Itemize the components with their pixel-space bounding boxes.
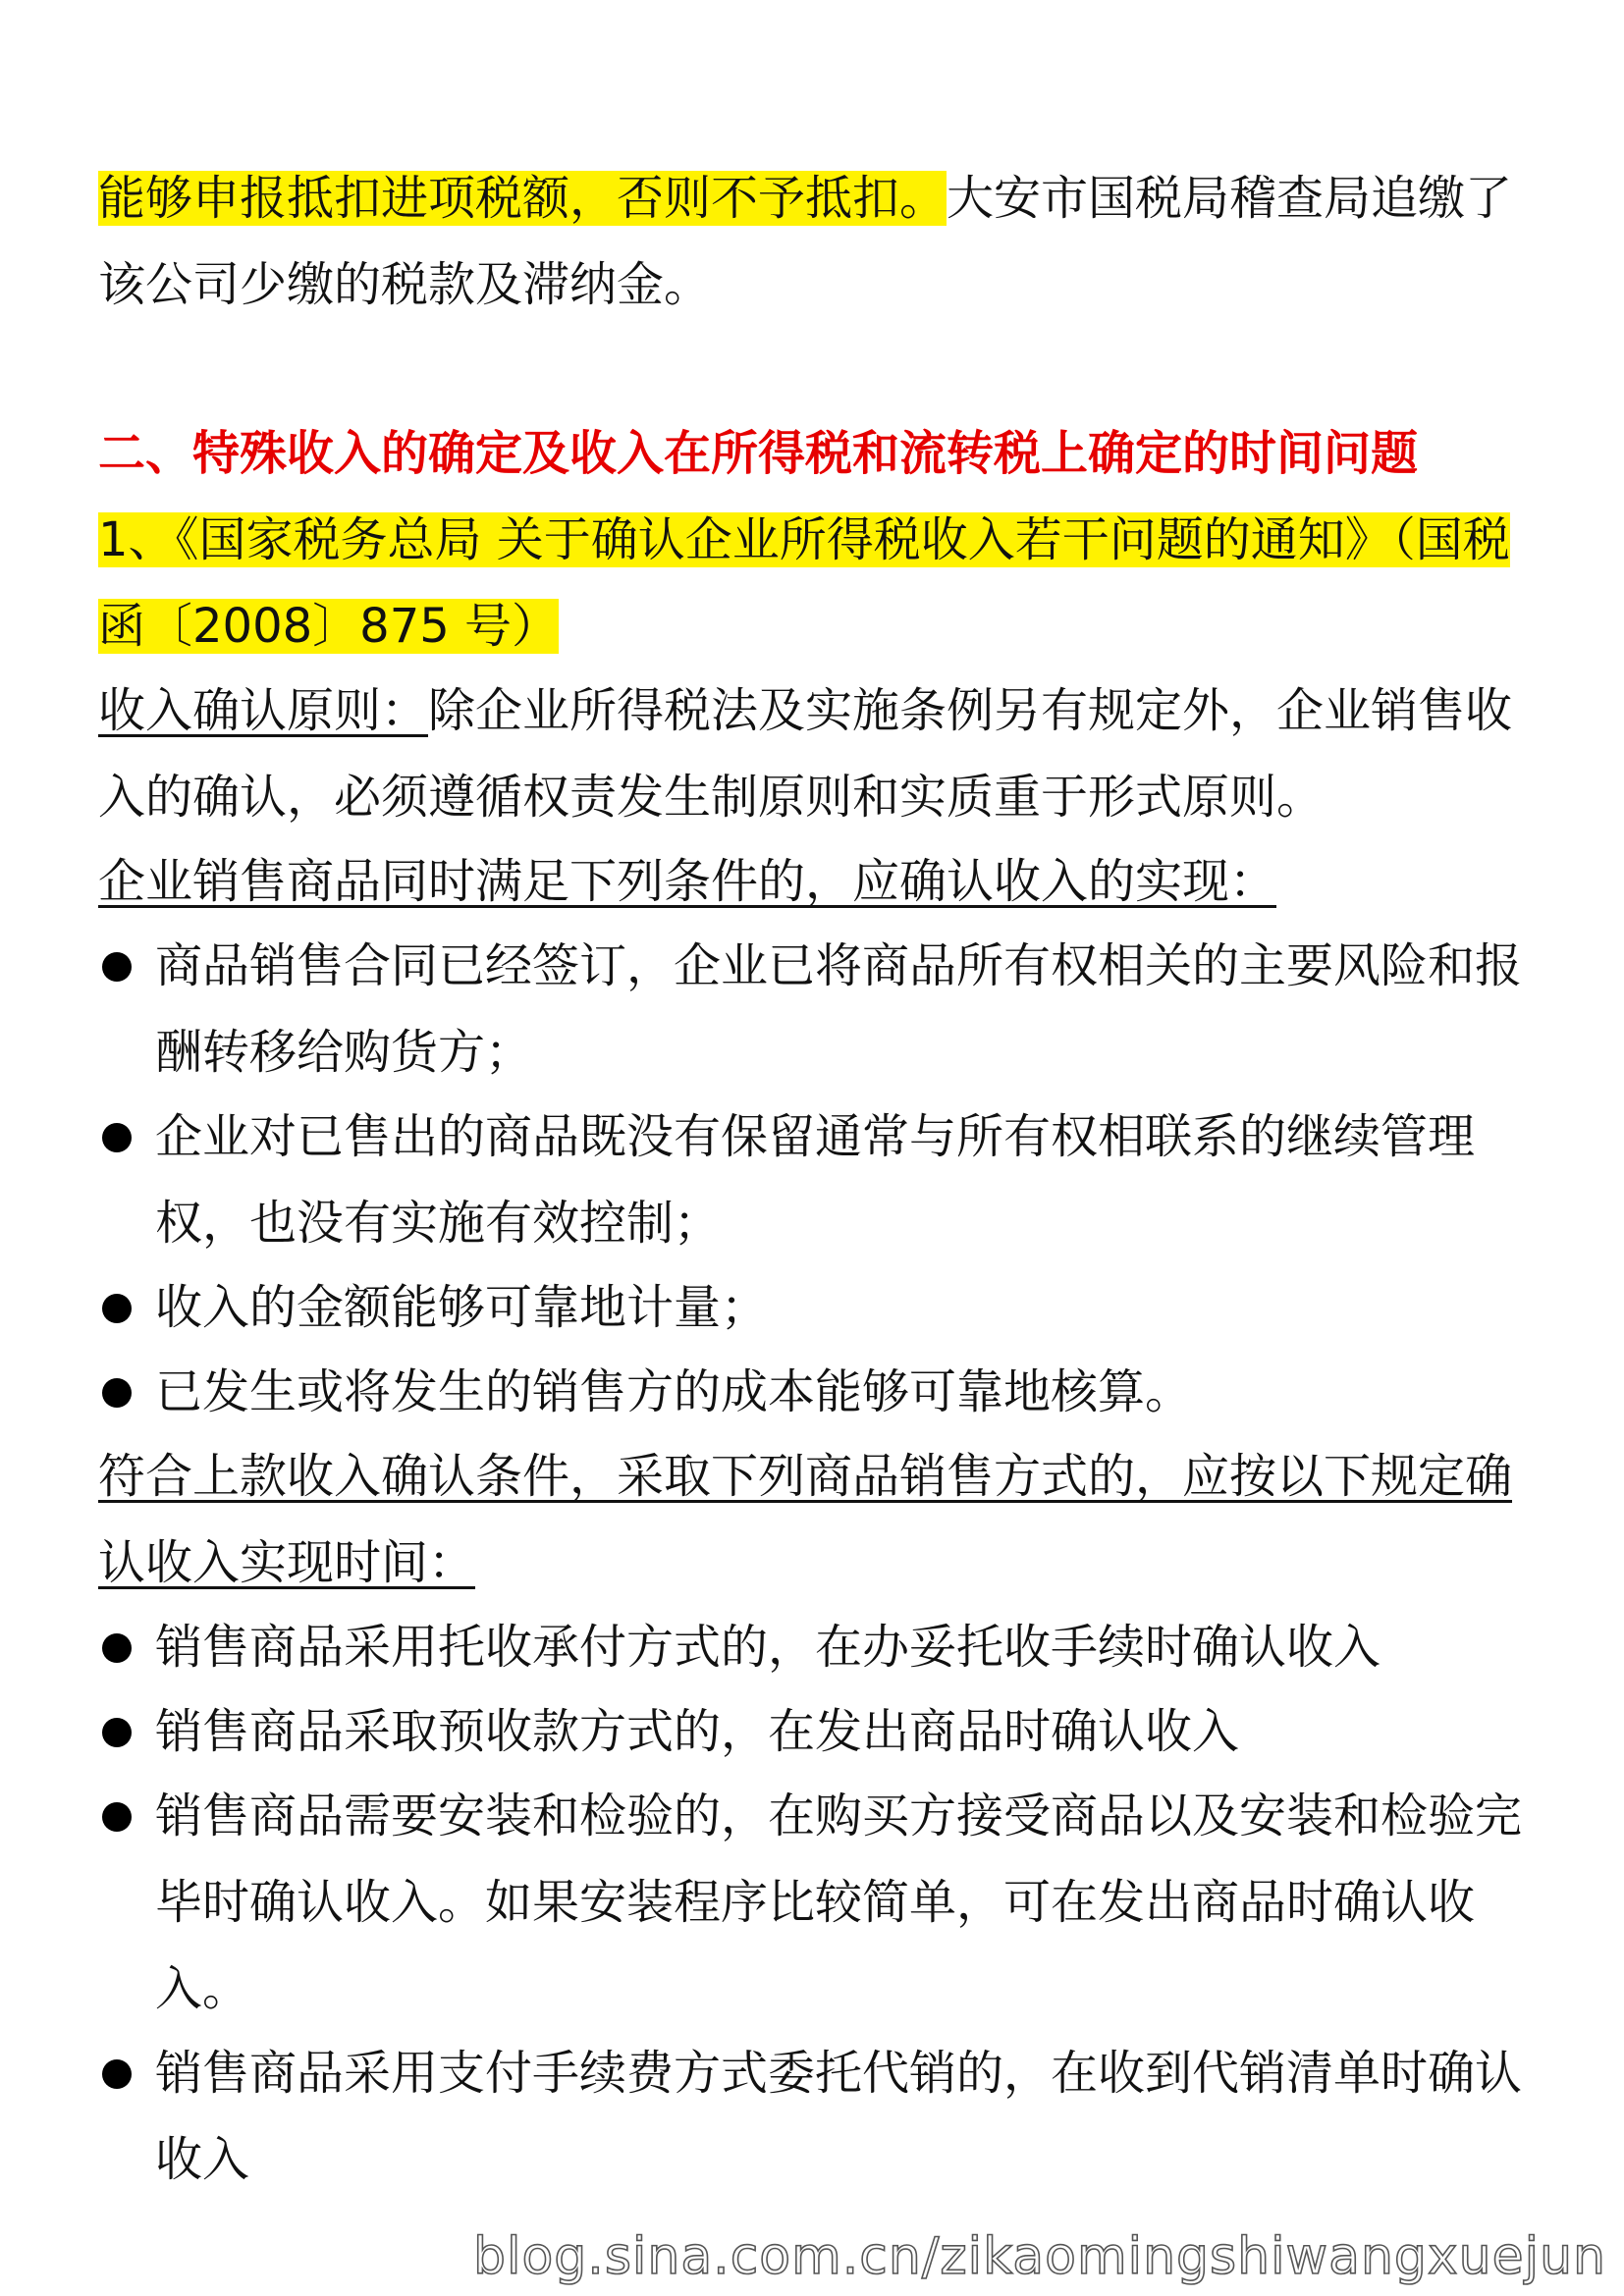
condition-text: 企业对已售出的商品既没有保留通常与所有权相联系的继续管理权，也没有实施有效控制； xyxy=(155,1109,1476,1251)
bullet-icon xyxy=(102,952,132,982)
notice-title-text: 1、《国家税务总局 关于确认企业所得税收入若干问题的通知》（国税函〔2008〕875 号） xyxy=(98,512,1510,654)
timing-intro-text: 符合上款收入确认条件，采取下列商品销售方式的，应按以下规定确认收入实现时间： xyxy=(98,1449,1513,1590)
bullet-icon xyxy=(102,1802,132,1832)
condition-text: 商品销售合同已经签订，企业已将商品所有权相关的主要风险和报酬转移给购货方； xyxy=(155,938,1523,1080)
conditions-intro xyxy=(98,838,1532,925)
bullet-icon xyxy=(102,1123,132,1152)
timing-rule-text: 销售商品采用托收承付方式的，在办妥托收手续时确认收入 xyxy=(155,1620,1381,1675)
timing-rule-item xyxy=(98,1604,1532,1690)
highlighted-phrase: 能够申报抵扣进项税额，否则不予抵扣。 xyxy=(98,171,947,226)
paragraph-rest: 大安市国税局稽查局追缴了该公司少缴的税款及滞纳金。 xyxy=(98,171,1513,312)
condition-item xyxy=(98,1264,1532,1351)
condition-item xyxy=(98,1349,1532,1435)
conditions-intro-text: 企业销售商品同时满足下列条件的，应确认收入的实现： xyxy=(98,854,1277,909)
timing-rule-text: 销售商品需要安装和检验的，在购买方接受商品以及安装和检验完毕时确认收入。如果安装程序比较简单，可在发出商品时确认收入。 xyxy=(155,1789,1523,2016)
timing-rule-item xyxy=(98,2030,1532,2203)
condition-text: 已发生或将发生的销售方的成本能够可靠地核算。 xyxy=(155,1364,1193,1419)
timing-rule-item xyxy=(98,1688,1532,1775)
principle-paragraph xyxy=(98,667,1532,840)
watermark: blog.sina.com.cn/zikaomingshiwangxuejun xyxy=(473,2227,1606,2286)
principle-label: 收入确认原则： xyxy=(98,683,429,738)
bullet-icon xyxy=(102,1294,132,1323)
timing-intro xyxy=(98,1433,1532,1606)
bullet-icon xyxy=(102,1718,132,1747)
timing-rule-text: 销售商品采取预收款方式的，在发出商品时确认收入 xyxy=(155,1704,1240,1759)
top-paragraph xyxy=(98,155,1532,328)
bullet-icon xyxy=(102,2059,132,2089)
notice-title xyxy=(98,497,1532,669)
principle-text: 除企业所得税法及实施条例另有规定外，企业销售收入的确认，必须遵循权责发生制原则和实质重于形式原则。 xyxy=(98,683,1513,825)
condition-item xyxy=(98,923,1532,1095)
bullet-icon xyxy=(102,1633,132,1663)
bullet-icon xyxy=(102,1378,132,1408)
timing-rule-text: 销售商品采用支付手续费方式委托代销的，在收到代销清单时确认收入 xyxy=(155,2046,1523,2187)
condition-text: 收入的金额能够可靠地计量； xyxy=(155,1280,769,1335)
timing-rule-item xyxy=(98,1773,1532,2032)
condition-item xyxy=(98,1094,1532,1266)
section-heading: 二、特殊收入的确定及收入在所得税和流转税上确定的时间问题 xyxy=(98,426,1419,481)
